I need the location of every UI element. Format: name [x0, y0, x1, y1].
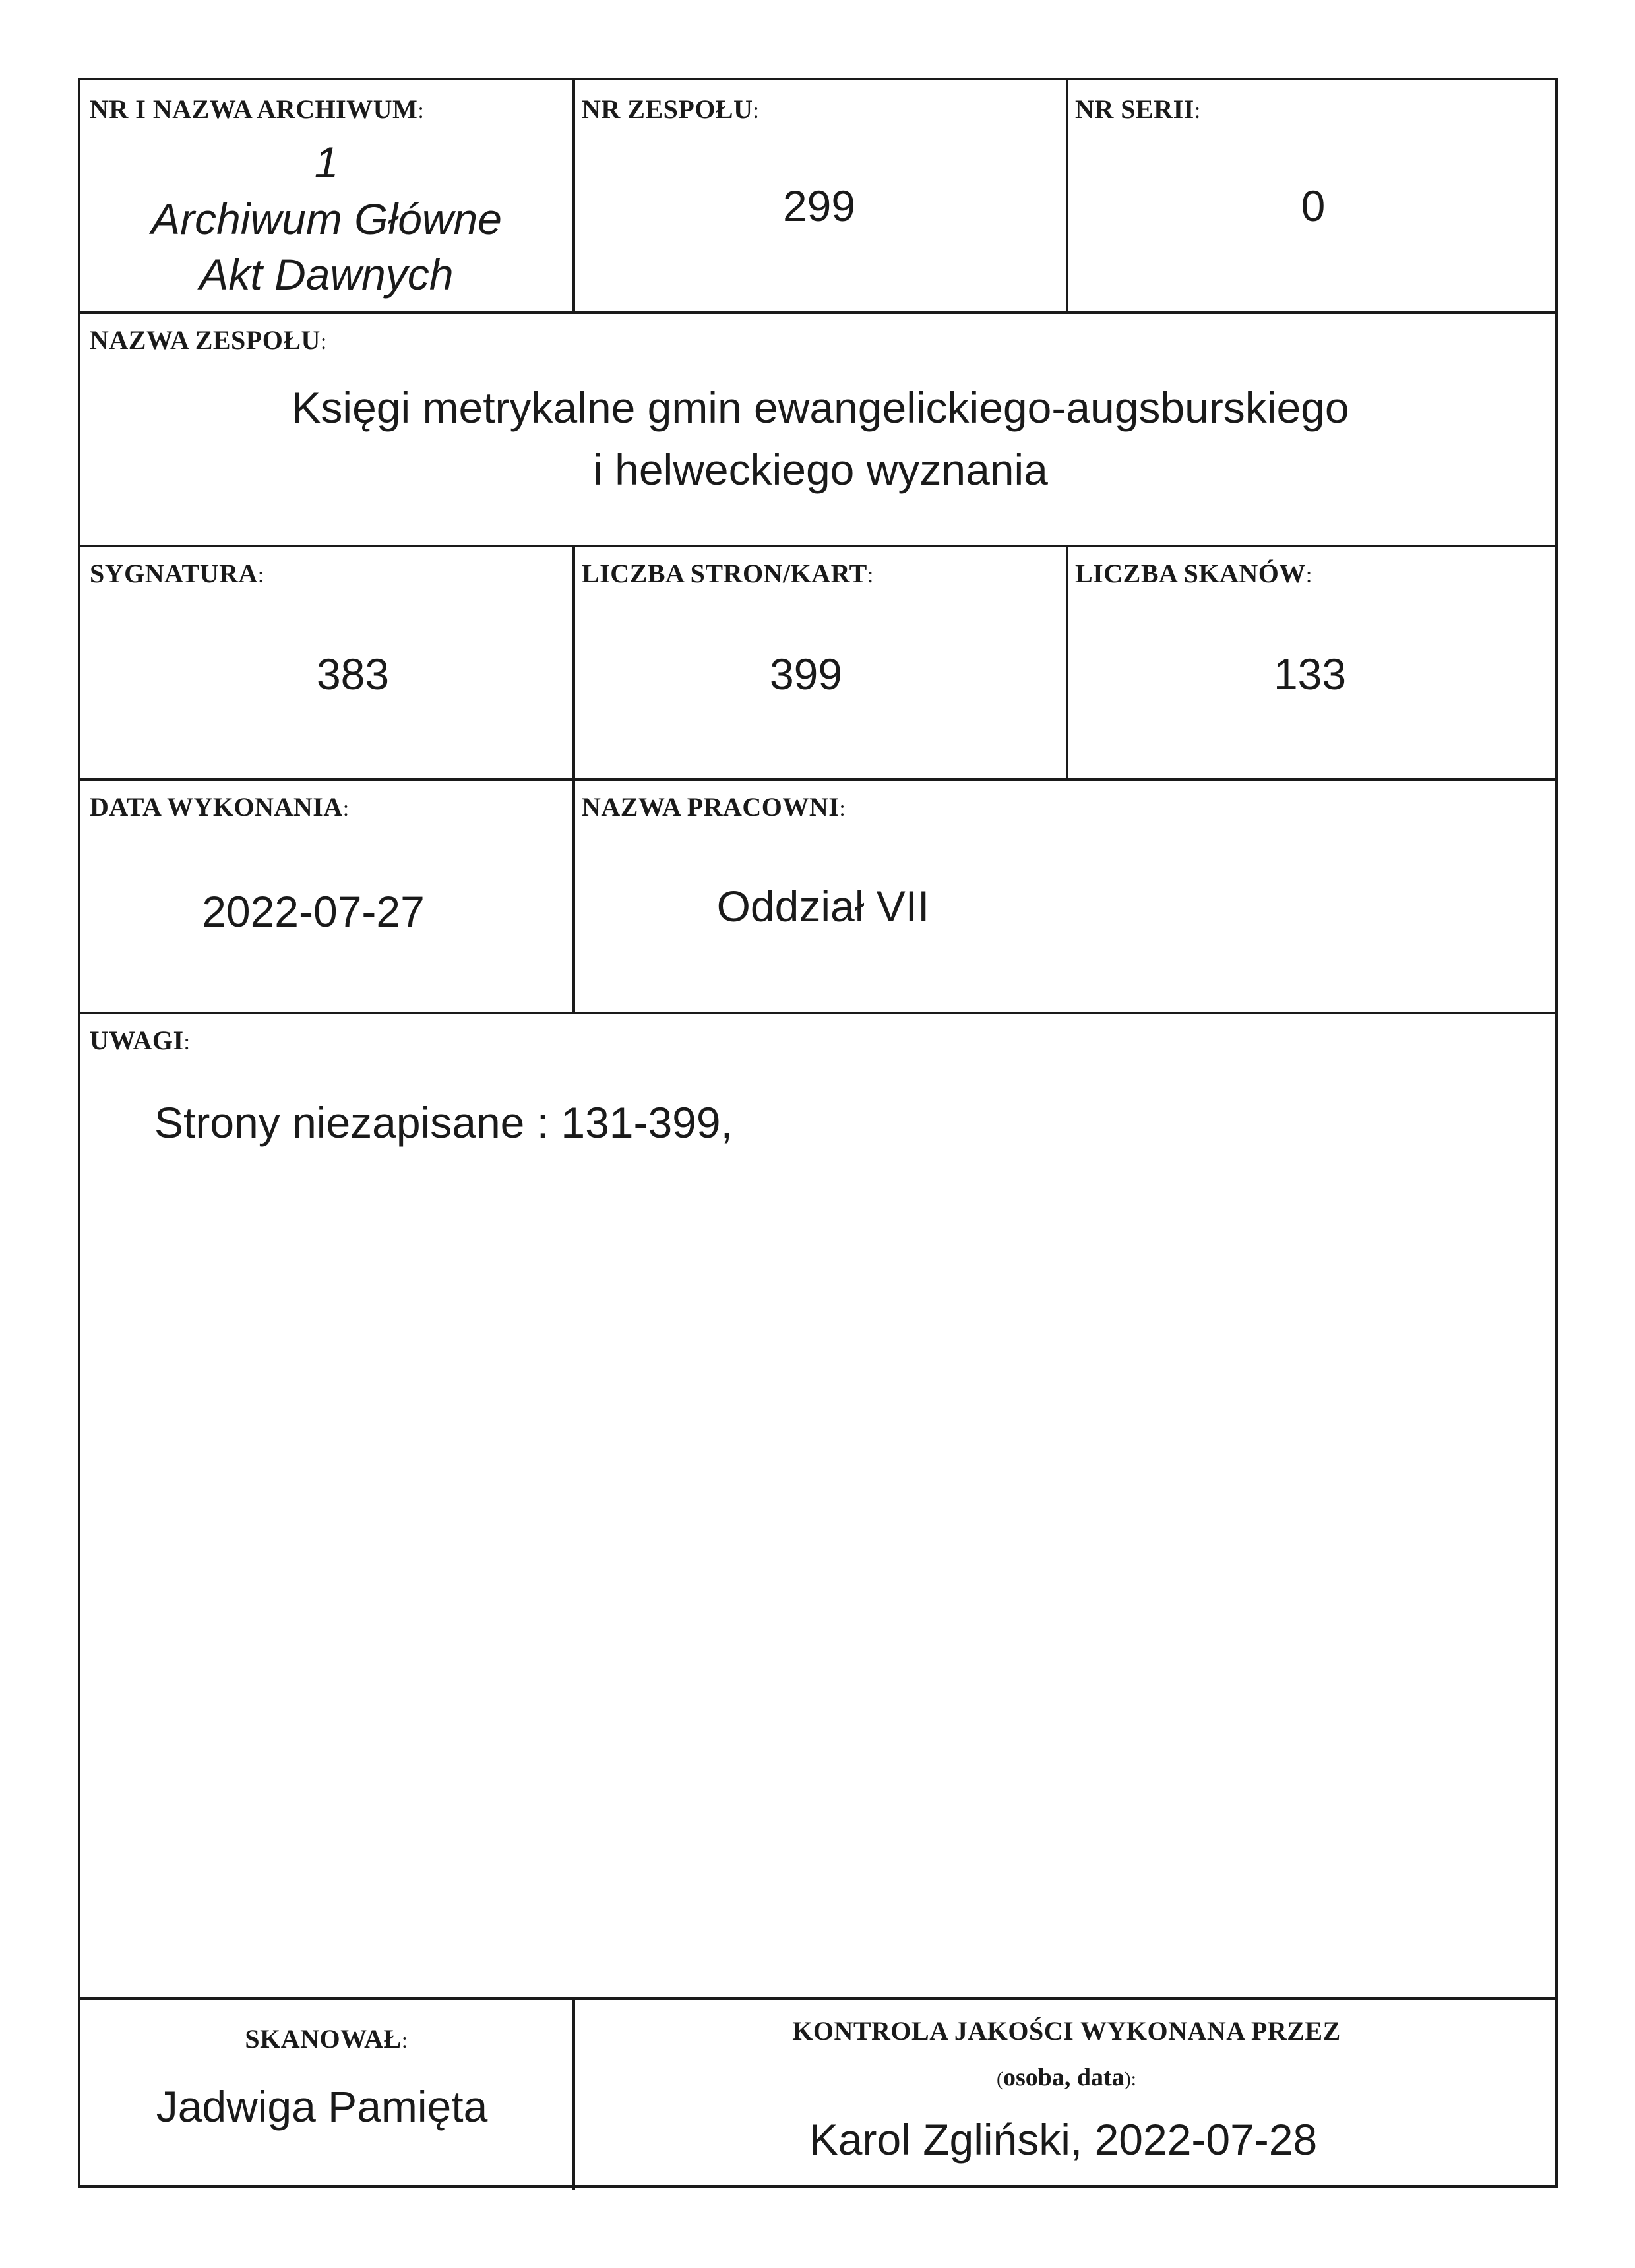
- date-cell: [80, 778, 572, 1012]
- scanned-by-label-text: SKANOWAŁ: [245, 2024, 402, 2054]
- series-number-cell: [1066, 80, 1560, 311]
- remarks-cell: [80, 1012, 1560, 1997]
- remarks-label-text: UWAGI: [90, 1026, 184, 1055]
- scans-value: 133: [1273, 650, 1347, 698]
- scans-label: [1075, 558, 1312, 589]
- quality-control-subtitle: [572, 2063, 1560, 2092]
- workshop-value: Oddział VII: [716, 882, 930, 931]
- workshop-label-text: NAZWA PRACOWNI: [582, 792, 840, 822]
- pages-label-text: LICZBA STRON/KART: [582, 559, 867, 588]
- scans-label-text: LICZBA SKANÓW: [1075, 559, 1306, 588]
- fonds-name-label: [90, 324, 327, 355]
- label-colon: :: [342, 797, 350, 821]
- label-colon: :: [320, 330, 327, 354]
- quality-control-label-text: KONTROLA JAKOŚCI WYKONANA PRZEZ: [792, 2016, 1341, 2046]
- pages-value: 399: [769, 650, 843, 698]
- date-label: [90, 791, 350, 822]
- pages-label: [582, 558, 874, 589]
- signature-label: [90, 558, 264, 589]
- scanned-by-label: [80, 2023, 572, 2054]
- signature-cell: [80, 545, 572, 778]
- fonds-number-value: 299: [782, 181, 856, 230]
- archive-label: [90, 94, 424, 125]
- series-number-label-text: NR SERII: [1075, 94, 1194, 124]
- archive-name-line1: Archiwum Główne: [151, 195, 502, 243]
- archive-name-line2: Akt Dawnych: [199, 250, 454, 299]
- date-label-text: DATA WYKONANIA: [90, 792, 343, 822]
- scans-cell: [1066, 545, 1560, 778]
- pages-cell: [572, 545, 1066, 778]
- quality-control-value: Karol Zgliński, 2022-07-28: [809, 2115, 1318, 2164]
- archive-label-text: NR I NAZWA ARCHIWUM: [90, 94, 418, 124]
- signature-value: 383: [316, 650, 390, 698]
- quality-control-label: [572, 2015, 1560, 2046]
- series-number-label: [1075, 94, 1201, 125]
- fonds-name-line2: i helweckiego wyznania: [593, 445, 1048, 494]
- label-colon: :: [417, 99, 425, 123]
- archive-number: 1: [314, 138, 339, 187]
- scanned-by-cell: [80, 1997, 572, 2190]
- archive-cell: [80, 80, 572, 311]
- label-colon: :: [1305, 563, 1312, 588]
- label-colon: :: [401, 2029, 408, 2053]
- label-colon: :: [753, 99, 760, 123]
- workshop-cell: [572, 778, 1560, 1012]
- subtitle-text: osoba, data: [1003, 2064, 1125, 2091]
- fonds-number-cell: [572, 80, 1066, 311]
- subtitle-paren-close: ):: [1124, 2068, 1137, 2090]
- signature-label-text: SYGNATURA: [90, 559, 258, 588]
- label-colon: :: [257, 563, 264, 588]
- fonds-number-label-text: NR ZESPOŁU: [582, 94, 753, 124]
- fonds-name-line1: Księgi metrykalne gmin ewangelickiego-augsburskiego: [292, 383, 1349, 432]
- scanned-by-value: Jadwiga Pamięta: [156, 2082, 488, 2131]
- archive-metadata-form: [78, 78, 1558, 2188]
- workshop-label: [582, 791, 846, 822]
- remarks-value: Strony niezapisane : 131-399,: [154, 1098, 733, 1147]
- date-value: 2022-07-27: [202, 887, 425, 936]
- remarks-label: [90, 1025, 190, 1056]
- series-number-value: 0: [1301, 181, 1326, 230]
- fonds-name-cell: [80, 311, 1560, 545]
- fonds-name-label-text: NAZWA ZESPOŁU: [90, 325, 321, 355]
- label-colon: :: [867, 563, 874, 588]
- fonds-number-label: [582, 94, 759, 125]
- label-colon: :: [183, 1030, 191, 1055]
- quality-control-cell: [572, 1997, 1560, 2190]
- subtitle-paren-open: (: [996, 2068, 1003, 2090]
- label-colon: :: [1194, 99, 1201, 123]
- label-colon: :: [839, 797, 846, 821]
